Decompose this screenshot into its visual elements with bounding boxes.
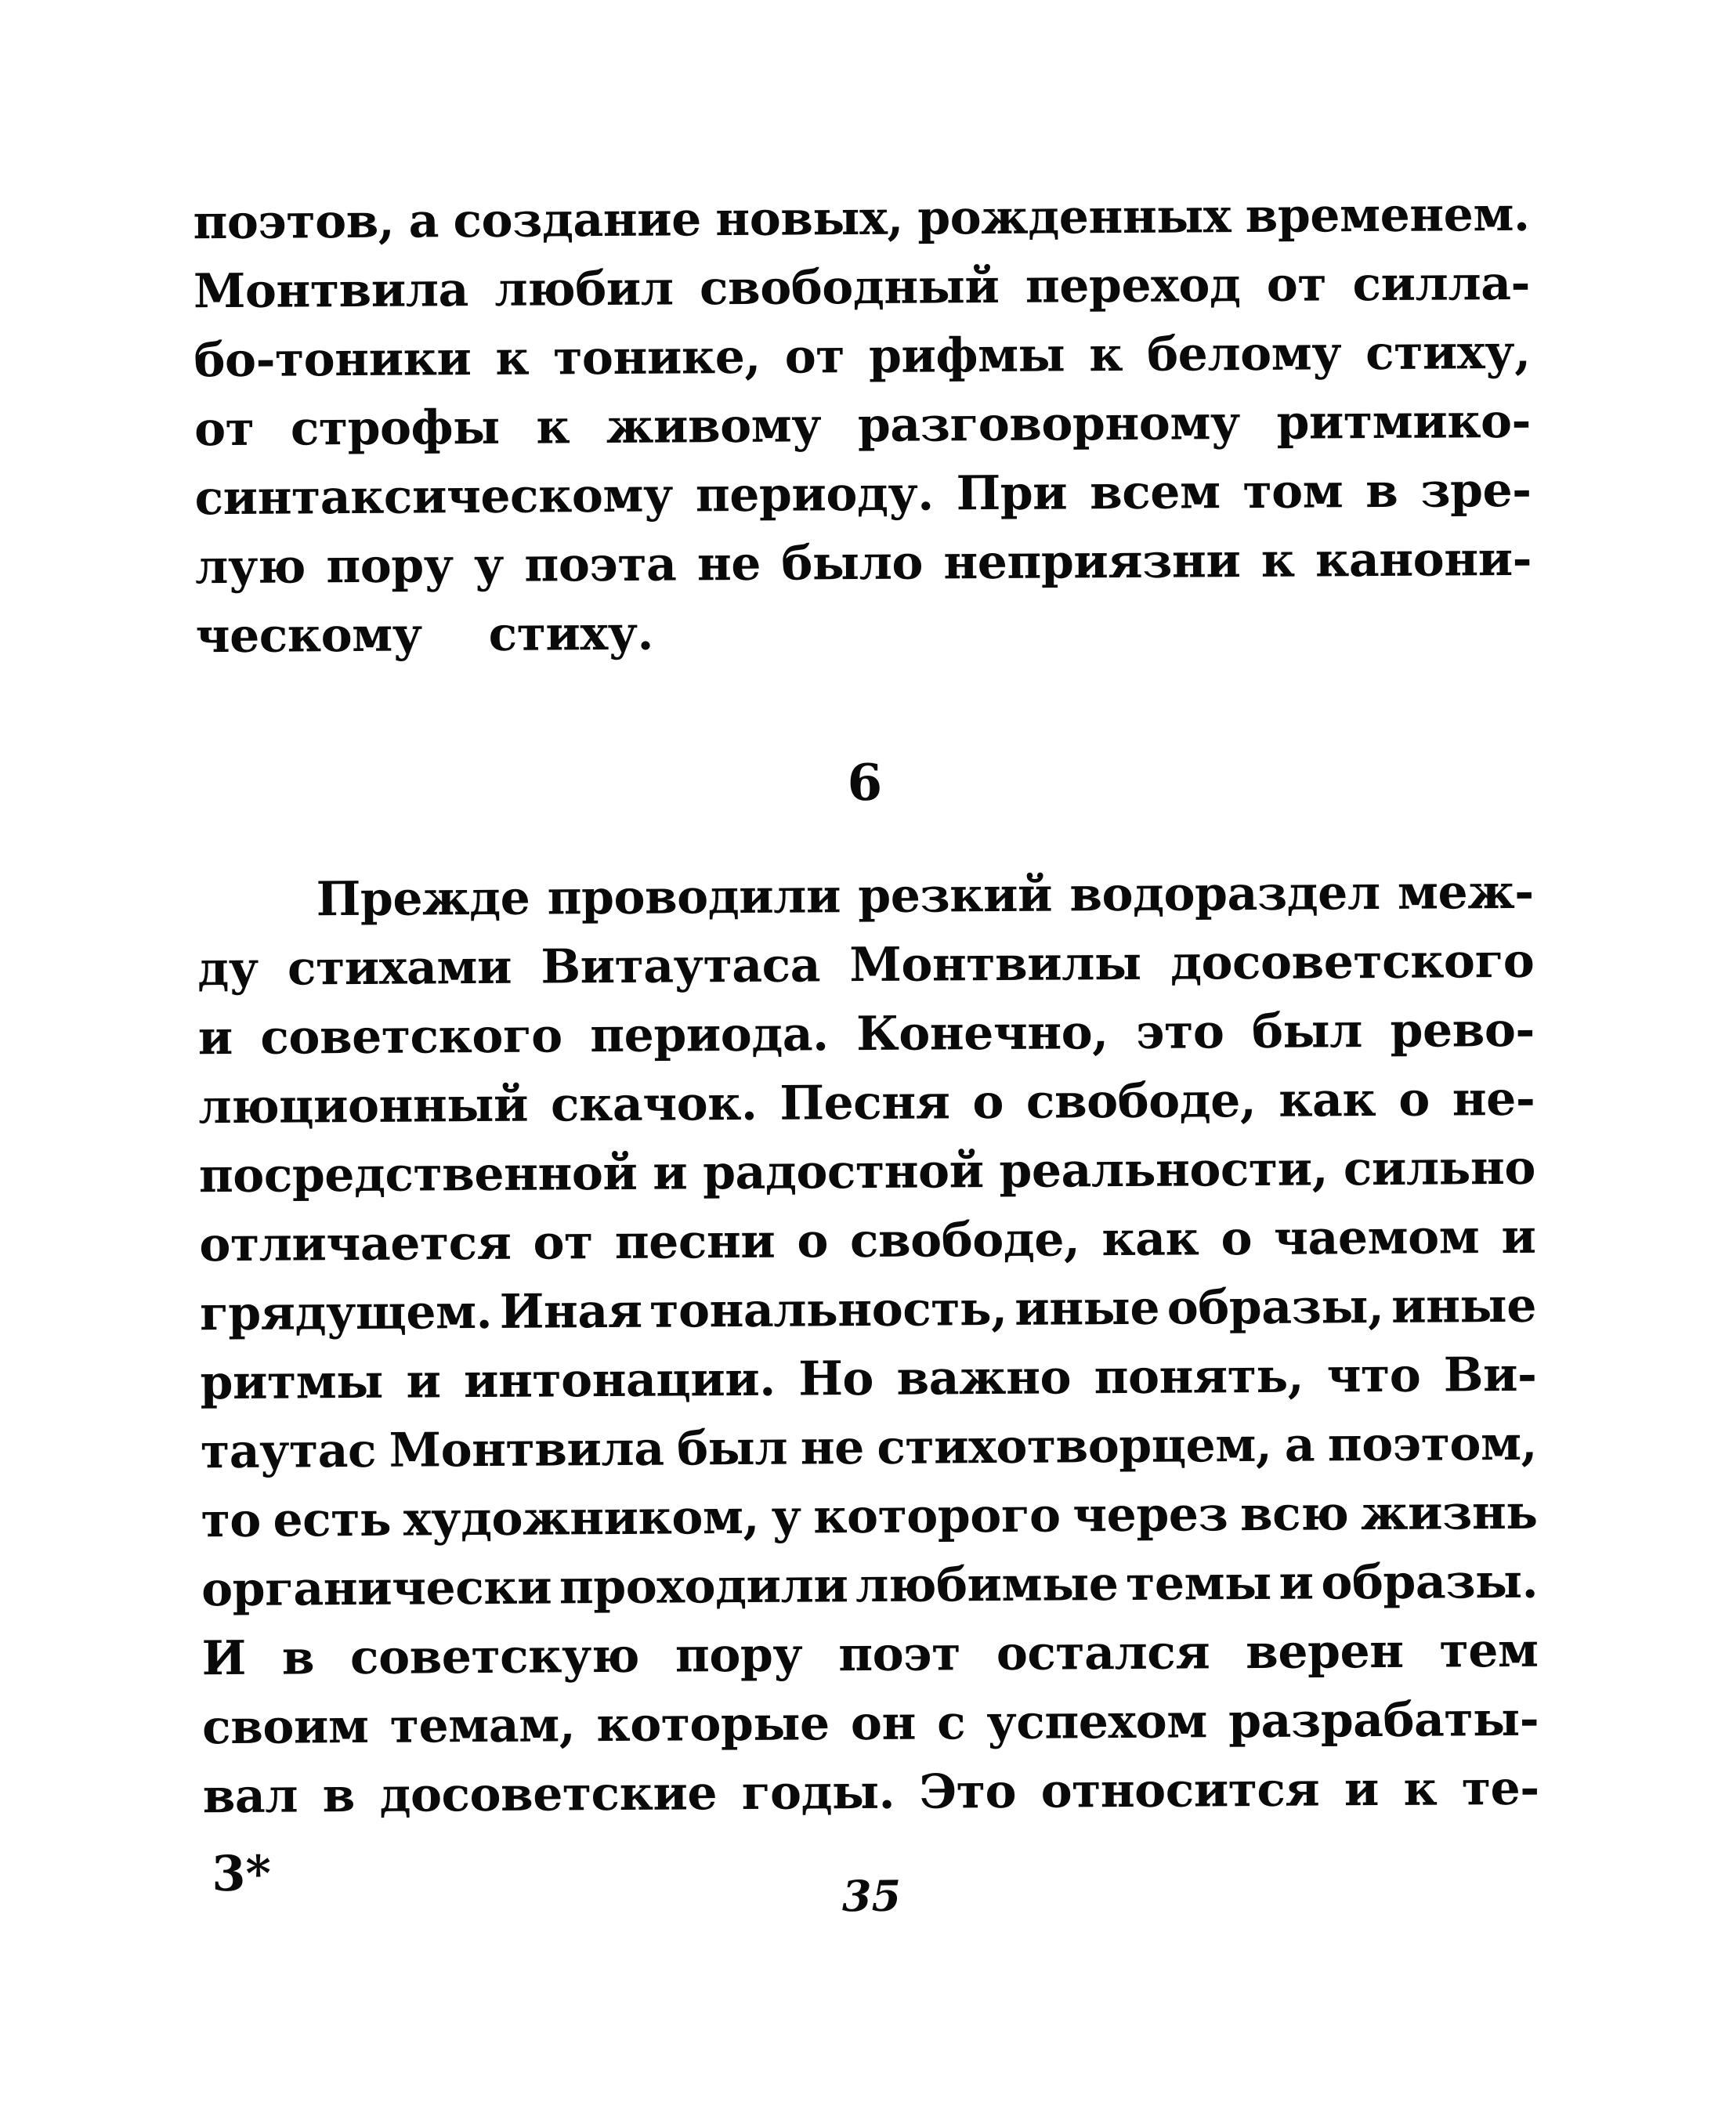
word: он xyxy=(850,1695,917,1752)
text-line xyxy=(200,1340,1537,1417)
word: о xyxy=(1398,1072,1430,1127)
word: как xyxy=(1101,1211,1199,1268)
text-line xyxy=(202,1685,1539,1762)
word: временем. xyxy=(1245,186,1530,244)
word: стихами xyxy=(287,939,512,997)
word: Песня xyxy=(779,1075,950,1131)
word: не- xyxy=(1452,1071,1535,1127)
word: ритмико- xyxy=(1276,393,1532,450)
word: скачок. xyxy=(550,1076,758,1133)
word: и xyxy=(653,1145,688,1201)
word: тем xyxy=(1439,1623,1539,1679)
text-line xyxy=(195,525,1532,602)
word: всю xyxy=(1239,1486,1349,1543)
word: И xyxy=(201,1630,247,1687)
word: синтаксическому xyxy=(194,468,674,526)
word: досоветского xyxy=(1170,933,1535,991)
word: реальности, xyxy=(999,1141,1329,1199)
word: и xyxy=(1344,1762,1380,1818)
word: и xyxy=(1501,1209,1536,1265)
word: к xyxy=(495,331,530,386)
word: грядущем. xyxy=(199,1284,493,1342)
word: понять, xyxy=(1094,1348,1304,1405)
word: ческому xyxy=(195,607,422,664)
word: к xyxy=(1260,533,1295,588)
word: проводили xyxy=(547,869,841,926)
word: иные xyxy=(1391,1278,1537,1334)
word: которого xyxy=(813,1488,1061,1545)
word: Ви- xyxy=(1443,1347,1537,1403)
word: Монтвила xyxy=(389,1421,664,1478)
word: не xyxy=(800,1420,865,1476)
word: ритмы xyxy=(200,1354,384,1411)
text-line xyxy=(197,858,1534,935)
word: водораздел xyxy=(1069,866,1380,923)
word: Иная xyxy=(499,1283,642,1340)
word: то xyxy=(201,1492,261,1549)
word: это xyxy=(1135,1004,1224,1060)
paragraph-continuation xyxy=(193,180,1532,671)
word: меж- xyxy=(1397,864,1534,921)
word: от xyxy=(1266,257,1327,313)
word: своим xyxy=(201,1699,369,1756)
word: том xyxy=(1242,464,1344,520)
word: и xyxy=(1278,1555,1314,1611)
word: к xyxy=(536,400,570,455)
text-line xyxy=(201,1616,1539,1693)
text-line xyxy=(193,318,1531,395)
word: Но xyxy=(797,1351,874,1407)
word: любимые xyxy=(855,1557,1119,1614)
word: пору xyxy=(675,1627,803,1684)
word: темам, xyxy=(389,1698,576,1754)
word: а xyxy=(1284,1417,1315,1473)
text-line xyxy=(198,996,1535,1073)
word: органически xyxy=(201,1560,552,1618)
word: создание xyxy=(453,192,702,249)
word: поэт xyxy=(838,1626,961,1683)
word: не xyxy=(696,536,761,592)
text-line xyxy=(201,1547,1539,1624)
word: в xyxy=(1365,463,1398,519)
word: успехом xyxy=(986,1694,1208,1751)
word: песни xyxy=(614,1214,776,1270)
word: силла- xyxy=(1352,255,1531,313)
word: Это xyxy=(919,1764,1017,1820)
word: в xyxy=(322,1768,356,1824)
printer-signature-mark: 3* xyxy=(212,1844,272,1903)
word: переход xyxy=(1025,258,1241,314)
word: вал xyxy=(202,1768,298,1825)
word: советского xyxy=(260,1008,562,1065)
word: пору xyxy=(326,538,454,595)
word: Монтвилы xyxy=(849,935,1141,993)
word: люционный xyxy=(198,1077,529,1135)
word: есть xyxy=(273,1492,392,1548)
text-line xyxy=(199,1134,1536,1210)
word: интонации. xyxy=(463,1351,776,1409)
word: свободе, xyxy=(1025,1073,1257,1130)
text-line xyxy=(201,1478,1538,1555)
word: периода. xyxy=(590,1007,829,1064)
word: к xyxy=(1089,327,1123,383)
word: поэта xyxy=(524,537,677,593)
word: любил xyxy=(494,261,674,317)
word: бо-тоники xyxy=(193,331,472,389)
word: Прежде xyxy=(316,870,530,928)
text-line xyxy=(200,1272,1537,1348)
word: о xyxy=(797,1214,829,1269)
word: зре- xyxy=(1420,462,1532,519)
word: художником, xyxy=(403,1489,760,1547)
word: иные xyxy=(1014,1280,1160,1337)
word: остался xyxy=(996,1625,1210,1682)
word: канони- xyxy=(1315,531,1532,588)
text-line xyxy=(202,1754,1539,1831)
word: от xyxy=(193,401,255,458)
word: рифмы xyxy=(868,327,1065,384)
word: от xyxy=(784,329,845,385)
word: о xyxy=(972,1074,1004,1131)
word: строфы xyxy=(290,400,501,457)
word: досоветские xyxy=(379,1766,718,1823)
word: отличается xyxy=(199,1215,512,1273)
word: свободный xyxy=(699,259,1000,317)
paragraph-second xyxy=(197,858,1539,1831)
word: через xyxy=(1072,1487,1228,1543)
word: темы xyxy=(1125,1555,1272,1612)
word: стихотворцем, xyxy=(877,1417,1272,1475)
word: таутас xyxy=(200,1423,377,1480)
word: относится xyxy=(1040,1762,1320,1819)
word: те- xyxy=(1461,1760,1539,1817)
page-number: 35 xyxy=(841,1870,902,1922)
word: в xyxy=(281,1630,315,1686)
text-line xyxy=(197,927,1535,1004)
word: разговорному xyxy=(857,396,1241,454)
text-line xyxy=(194,387,1532,464)
word: всем xyxy=(1089,465,1221,521)
word: верен xyxy=(1245,1623,1404,1680)
word: был xyxy=(1251,1004,1363,1060)
word: сильно xyxy=(1343,1140,1536,1197)
word: живому xyxy=(606,398,822,455)
word: советскую xyxy=(349,1628,640,1686)
word: с xyxy=(936,1695,966,1751)
word: и xyxy=(406,1354,441,1409)
word: о xyxy=(1221,1211,1253,1267)
word: тональность, xyxy=(649,1281,1007,1339)
word: периоду. xyxy=(695,466,934,523)
word: Конечно, xyxy=(855,1005,1109,1062)
word: образы, xyxy=(1166,1279,1384,1336)
word: было xyxy=(781,535,924,592)
word: посредственной xyxy=(198,1145,638,1204)
word: у xyxy=(771,1489,801,1545)
word: новых, xyxy=(715,190,903,248)
word: поэтов, xyxy=(193,194,395,251)
word: резкий xyxy=(858,867,1053,924)
word: свободе, xyxy=(849,1212,1080,1269)
section-heading: 6 xyxy=(847,753,883,813)
word: стиху. xyxy=(488,606,654,662)
word: ду xyxy=(197,941,259,997)
text-line xyxy=(195,594,1532,671)
word: чаемом xyxy=(1273,1210,1480,1266)
word: у xyxy=(473,537,505,594)
word: от xyxy=(533,1215,593,1271)
word: разрабаты- xyxy=(1228,1691,1539,1749)
text-line xyxy=(201,1409,1538,1486)
word: белому xyxy=(1146,326,1342,382)
text-line xyxy=(194,456,1532,533)
word: поэтом, xyxy=(1327,1416,1538,1473)
text-line xyxy=(193,249,1531,326)
word: Витаутаса xyxy=(541,938,821,995)
word: проходили xyxy=(559,1558,848,1615)
word: что xyxy=(1326,1348,1421,1404)
word: радостной xyxy=(702,1144,984,1201)
word: к xyxy=(1403,1761,1438,1817)
word: рево- xyxy=(1390,1002,1535,1058)
text-line xyxy=(199,1203,1536,1279)
word: рожденных xyxy=(917,189,1231,246)
text-line xyxy=(198,1065,1535,1141)
word: Монтвила xyxy=(193,262,469,320)
word: важно xyxy=(896,1350,1072,1406)
word: которые xyxy=(596,1696,830,1753)
word: При xyxy=(956,465,1068,522)
word: неприязни xyxy=(943,534,1241,591)
word: годы. xyxy=(741,1764,895,1822)
text-line xyxy=(193,180,1530,257)
word: стиху, xyxy=(1365,324,1531,382)
word: тонике, xyxy=(553,329,761,386)
word: как xyxy=(1278,1073,1376,1128)
word: был xyxy=(676,1420,788,1477)
word: жизнь xyxy=(1360,1485,1538,1542)
word: образы. xyxy=(1321,1554,1539,1611)
word: и xyxy=(197,1010,233,1066)
word: а xyxy=(408,194,439,249)
word: лую xyxy=(194,539,306,595)
